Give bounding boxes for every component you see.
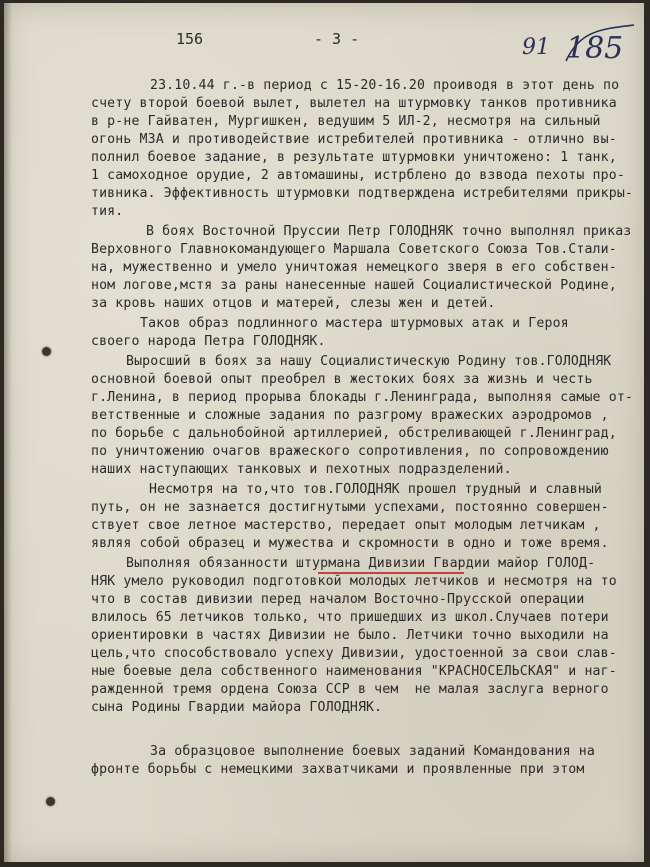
text-line: НЯК умело руководил подготовкой молодых летчиков и несмотря на то — [91, 574, 617, 589]
text-line: тивника. Эффективность штурмовки подтверждена истребителями прикры- — [91, 186, 633, 201]
text-line: ветственные и сложные задания по разгрому вражеских аэродромов , — [91, 408, 609, 423]
text-line: г.Ленина, в период прорыва блокады г.Ленинграда, выполняя самые от- — [91, 390, 633, 405]
text-line: В боях Восточной Пруссии Петр ГОЛОДНЯК точно выполнял приказ — [146, 224, 632, 239]
text-line: Таков образ подлинного мастера штурмовых атак и Героя — [140, 316, 569, 331]
text-line: ные боевые дела собственного наименования "КРАСНОСЕЛЬСКАЯ" и наг- — [91, 664, 617, 679]
text-line: ориентировки в частях Дивизии не было. Летчики точно выходили на — [91, 628, 609, 643]
text-line: по борьбе с дальнобойной артиллерией, обстреливающей г.Ленинград, — [91, 426, 617, 441]
page-number-left: 156 — [176, 30, 204, 48]
text-line: цель,что способствовало успеху Дивизии, удостоенной за свои слав- — [91, 646, 617, 661]
binding-hole-2 — [46, 797, 55, 806]
text-line: за кровь наших отцов и матерей, слезы жен и детей. — [91, 296, 496, 311]
text-line: тия. — [91, 204, 124, 219]
text-line: За образцовое выполнение боевых заданий Командования на — [150, 744, 595, 759]
text-line: 23.10.44 г.-в период с 15-20-16.20 проиводя в этот день по — [150, 78, 620, 93]
text-line: на, мужественно и умело уничтожая немецкого зверя в его собствен- — [91, 260, 617, 275]
page-edge-shadow — [4, 3, 12, 862]
text-line: сына Родины Гвардии майора ГОЛОДНЯК. — [91, 700, 383, 715]
document-page — [4, 3, 644, 862]
text-line: счету второй боевой вылет, вылетел на штурмовку танков противника — [91, 96, 617, 111]
text-line: основной боевой опыт преобрел в жестоких боях за жизнь и честь — [91, 372, 593, 387]
text-line: по уничтожению очагов вражеского сопротивления, по сопровождению — [91, 444, 609, 459]
text-line: путь, он не зазнается достигнутыми успехами, постоянно совершен- — [91, 500, 609, 515]
handwritten-number-2: 185 — [566, 31, 624, 66]
text-line: Несмотря на то,что тов.ГОЛОДНЯК прошел трудный и славный — [149, 482, 603, 497]
text-line: ствует свое летное мастерство, передает опыт молодым летчикам , — [91, 518, 601, 533]
text-line: являя собой образец и мужества и скромности в одно и тоже время. — [91, 536, 609, 551]
text-line: влилось 65 летчиков только, что пришедших из школ.Случаев потери — [91, 610, 609, 625]
text-line: Выполняя обязанности штурмана Дивизии Гвардии майор ГОЛОД- — [126, 556, 596, 571]
text-line: Выросший в боях за нашу Социалистическую Родину тов.ГОЛОДНЯК — [126, 354, 612, 369]
page-number-center: - 3 - — [314, 30, 360, 48]
text-line: ражденной тремя ордена Союза ССР в чем не малая заслуга верного — [91, 682, 609, 697]
handwritten-number-1: 91 — [522, 35, 550, 60]
text-line: Верховного Главнокомандующего Маршала Советского Союза Тов.Стали- — [91, 242, 617, 257]
text-line: наших наступающих танковых и пехотных подразделений. — [91, 462, 512, 477]
handwritten-scribble — [560, 21, 640, 71]
text-line: огонь МЗА и противодействие истребителей противника - отлично вы- — [91, 132, 617, 147]
text-line: что в состав дивизии перед началом Восточно-Прусской операции — [91, 592, 585, 607]
text-line: 1 самоходное орудие, 2 автомашины, истрблено до взвода пехоты про- — [91, 168, 625, 183]
text-line: своего народа Петра ГОЛОДНЯК. — [91, 334, 326, 349]
text-line: фронте борьбы с немецкими захватчиками и проявленные при этом — [91, 762, 585, 777]
text-line: полнил боевое задание, в результате штурмовки уничтожено: 1 танк, — [91, 150, 617, 165]
binding-hole-1 — [42, 347, 51, 356]
text-line: в р-не Гайватен, Мургишкен, ведушим 5 ИЛ-2, несмотря на сильный — [91, 114, 601, 129]
red-pencil-underline — [318, 572, 464, 574]
text-line: ном логове,мстя за раны нанесенные нашей Социалистической Родине, — [91, 278, 617, 293]
